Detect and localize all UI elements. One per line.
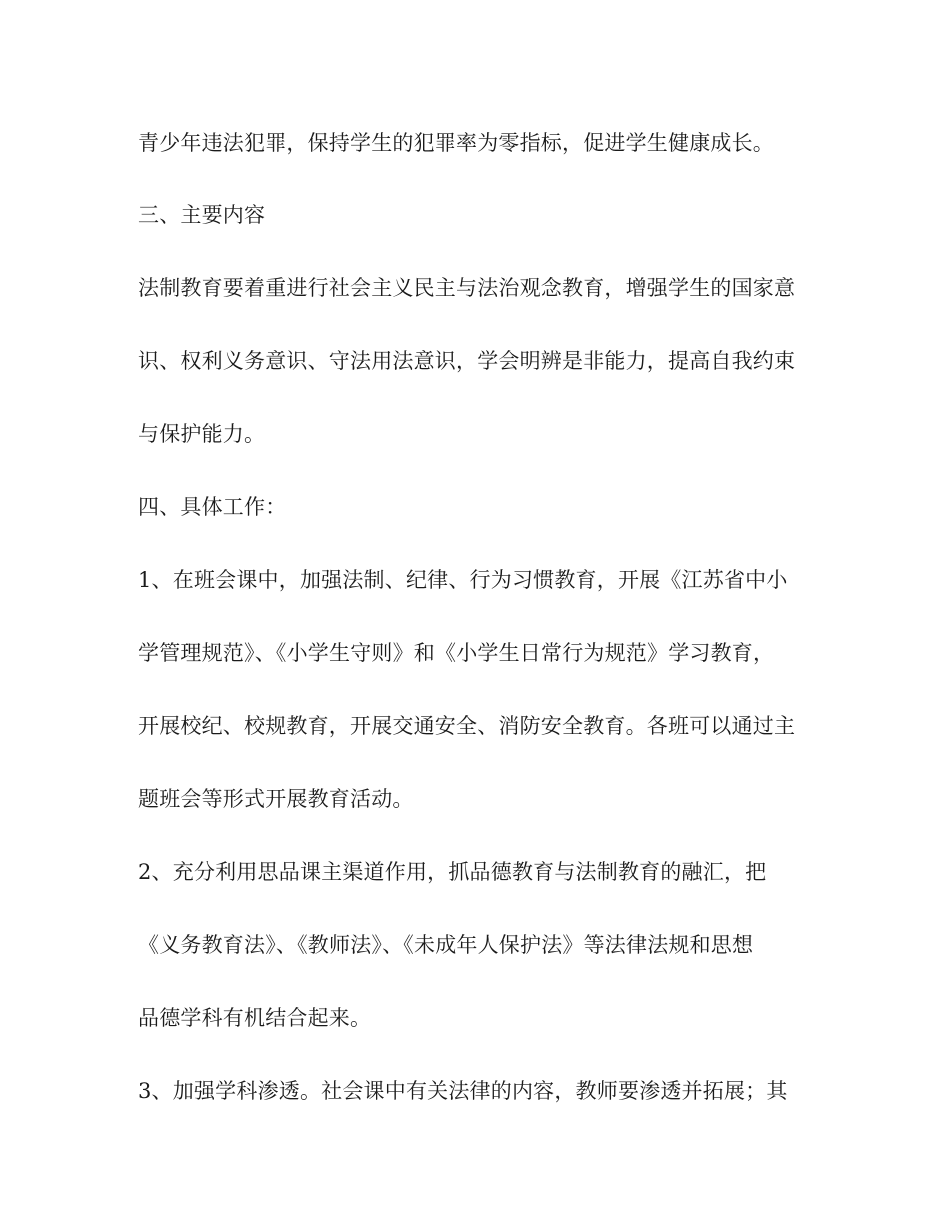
paragraph-line: 学管理规范》、《小学生守则》和《小学生日常行为规范》学习教育， bbox=[138, 641, 775, 665]
section-heading-main-content: 三、主要内容 bbox=[138, 203, 266, 227]
paragraph-line: 法制教育要着重进行社会主义民主与法治观念教育，增强学生的国家意 bbox=[138, 276, 796, 300]
paragraph-line: 品德学科有机结合起来。 bbox=[138, 1006, 372, 1030]
paragraph-line: 青少年违法犯罪，保持学生的犯罪率为零指标，促进学生健康成长。 bbox=[138, 131, 774, 155]
paragraph-line: 识、权利义务意识、守法用法意识，学会明辨是非能力，提高自我约束 bbox=[138, 349, 796, 373]
paragraph-line: 3、加强学科渗透。社会课中有关法律的内容，教师要渗透并拓展；其 bbox=[138, 1079, 788, 1103]
paragraph-line: 《义务教育法》、《教师法》、《未成年人保护法》等法律法规和思想 bbox=[138, 933, 754, 957]
paragraph-line: 2、充分利用思品课主渠道作用，抓品德教育与法制教育的融汇，把 bbox=[138, 860, 767, 884]
paragraph-line: 开展校纪、校规教育，开展交通安全、消防安全教育。各班可以通过主 bbox=[138, 714, 796, 738]
section-heading-specific-work: 四、具体工作： bbox=[138, 495, 287, 519]
paragraph-line: 题班会等形式开展教育活动。 bbox=[138, 787, 414, 811]
paragraph-line: 与保护能力。 bbox=[138, 422, 266, 446]
paragraph-line: 1、在班会课中，加强法制、纪律、行为习惯教育，开展《江苏省中小 bbox=[138, 568, 788, 592]
